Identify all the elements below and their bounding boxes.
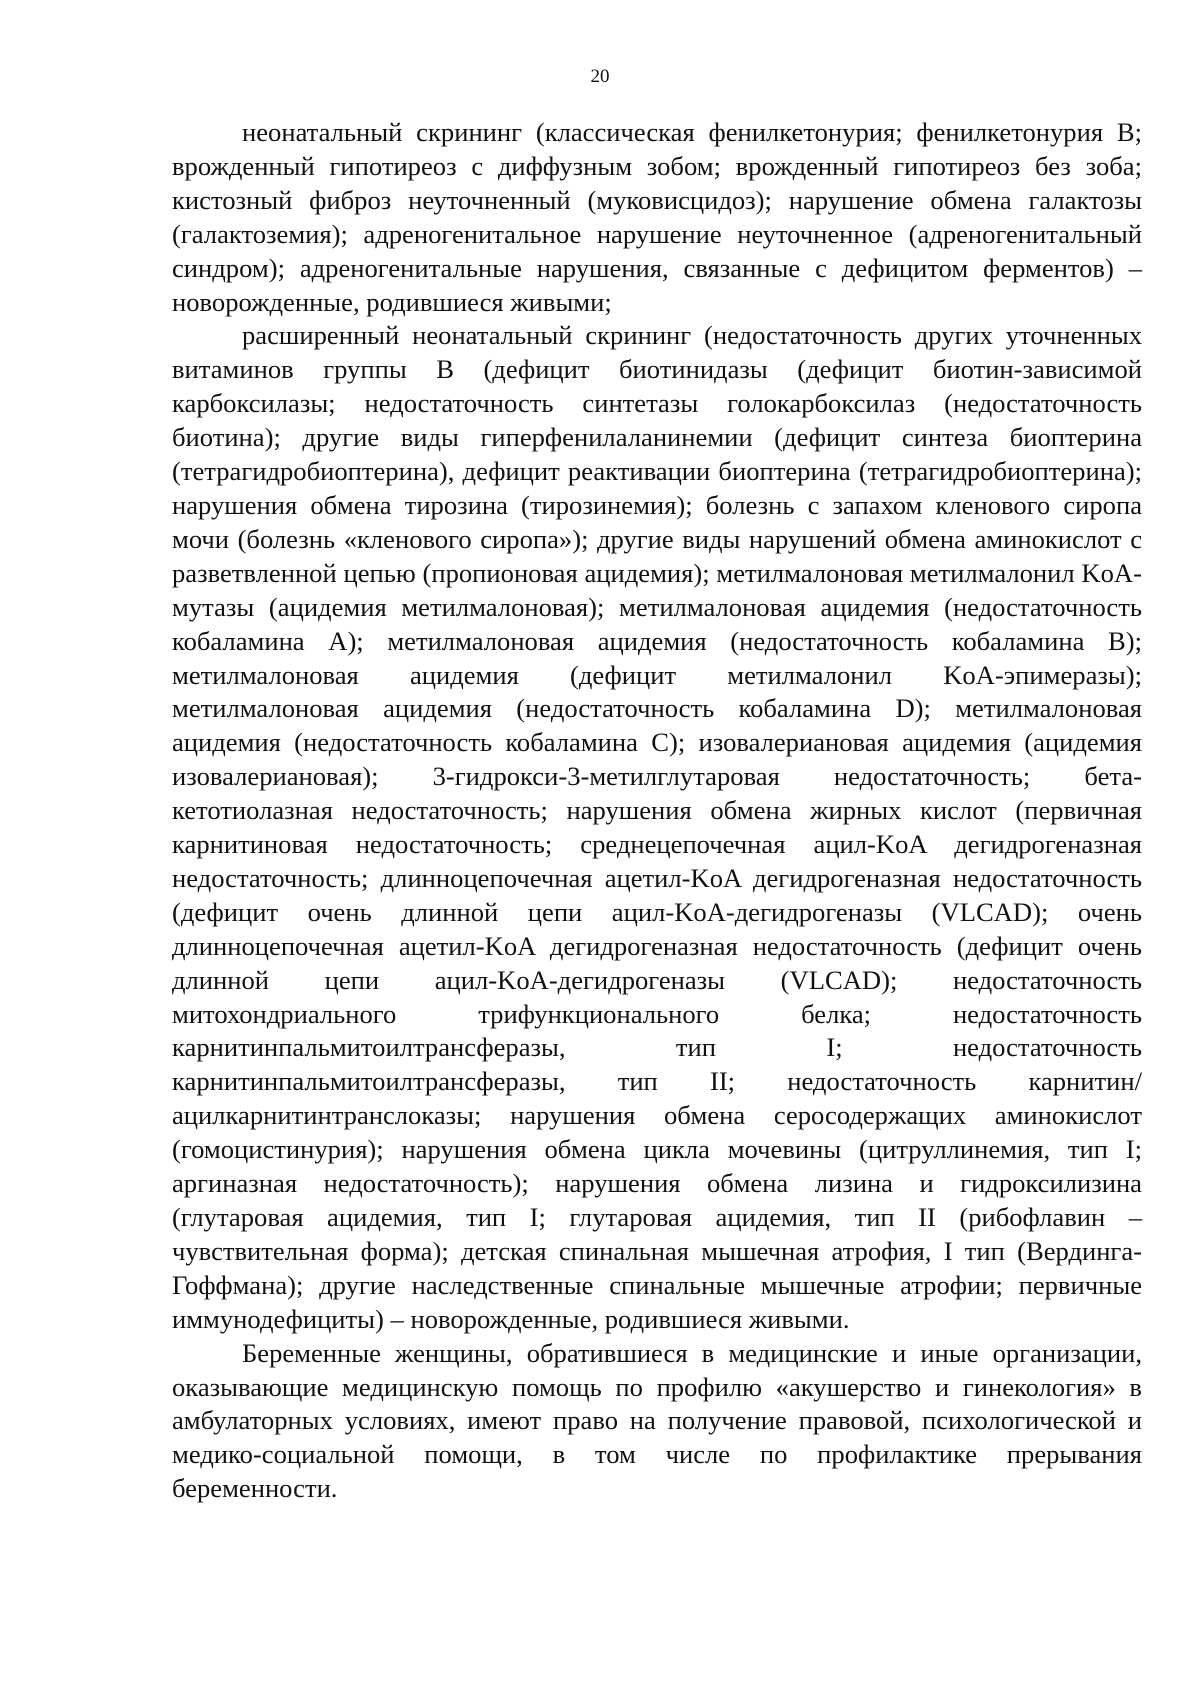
paragraph-pregnant-women: Беременные женщины, обратившиеся в медицинские и иные организации, оказывающие медицинскую помощь по профилю «акушерство и гинекология» в амбулаторных условиях, имеют право на получение правовой, психологической и медико-социальной помощи, в том числе по профилактике прерывания беременности. — [172, 1337, 1142, 1504]
paragraph-extended-neonatal-screening: расширенный неонатальный скрининг (недостаточность других уточненных витаминов группы B (дефицит биотинидазы (дефицит биотин-зависимой карбоксилазы; недостаточность синтетазы голокарбоксилаз (недостаточность биотина); другие виды гиперфенилаланинемии (дефицит синтеза биоптерина (тетрагидробиоптерина), дефицит реактивации биоптерина (тетрагидробиоптерина); нарушения обмена тирозина (тирозинемия); болезнь с запахом кленового сиропа мочи (болезнь «кленового сиропа»); другие виды нарушений обмена аминокислот с разветвленной цепью (пропионовая ацидемия); метилмалоновая метилмалонил KoA-мутазы (ацидемия метилмалоновая); метилмалоновая ацидемия (недостаточность кобаламина A); метилмалоновая ацидемия (недостаточность кобаламина B); метилмалоновая ацидемия (дефицит метилмалонил KoA-эпимеразы); метилмалоновая ацидемия (недостаточность кобаламина D); метилмалоновая ацидемия (недостаточность кобаламина C); изовалериановая ацидемия (ацидемия изовалериановая); 3-гидрокси-3-метилглутаровая недостаточность; бета-кетотиолазная недостаточность; нарушения обмена жирных кислот (первичная карнитиновая недостаточность; среднецепочечная ацил-KoA дегидрогеназная недостаточность; длинноцепочечная ацетил-KoA дегидрогеназная недостаточность (дефицит очень длинной цепи ацил-KoA-дегидрогеназы (VLCAD); очень длинноцепочечная ацетил-KoA дегидрогеназная недостаточность (дефицит очень длинной цепи ацил-KoA-дегидрогеназы (VLCAD); недостаточность митохондриального трифункционального белка; недостаточность карнитинпальмитоилтрансферазы, тип I; недостаточность карнитинпальмитоилтрансферазы, тип II; недостаточность карнитин/ацилкарнитинтранслоказы; нарушения обмена серосодержащих аминокислот (гомоцистинурия); нарушения обмена цикла мочевины (цитруллинемия, тип I; аргиназная недостаточность); нарушения обмена лизина и гидроксилизина (глутаровая ацидемия, тип I; глутаровая ацидемия, тип II (рибофлавин – чувствительная форма); детская спинальная мышечная атрофия, I тип (Вердинга-Гоффмана); другие наследственные спинальные мышечные атрофии; первичные иммунодефициты) – новорожденные, родившиеся живыми. — [172, 320, 1142, 1334]
document-body — [172, 116, 1142, 1506]
paragraph-neonatal-screening: неонатальный скрининг (классическая фенилкетонурия; фенилкетонурия B; врожденный гипотиреоз с диффузным зобом; врожденный гипотиреоз без зоба; кистозный фиброз неуточненный (муковисцидоз); нарушение обмена галактозы (галактоземия); адреногенитальное нарушение неуточненное (адреногенитальный синдром); адреногенитальные нарушения, связанные с дефицитом ферментов) – новорожденные, родившиеся живыми; — [172, 117, 1142, 317]
page-number: 20 — [590, 66, 610, 87]
